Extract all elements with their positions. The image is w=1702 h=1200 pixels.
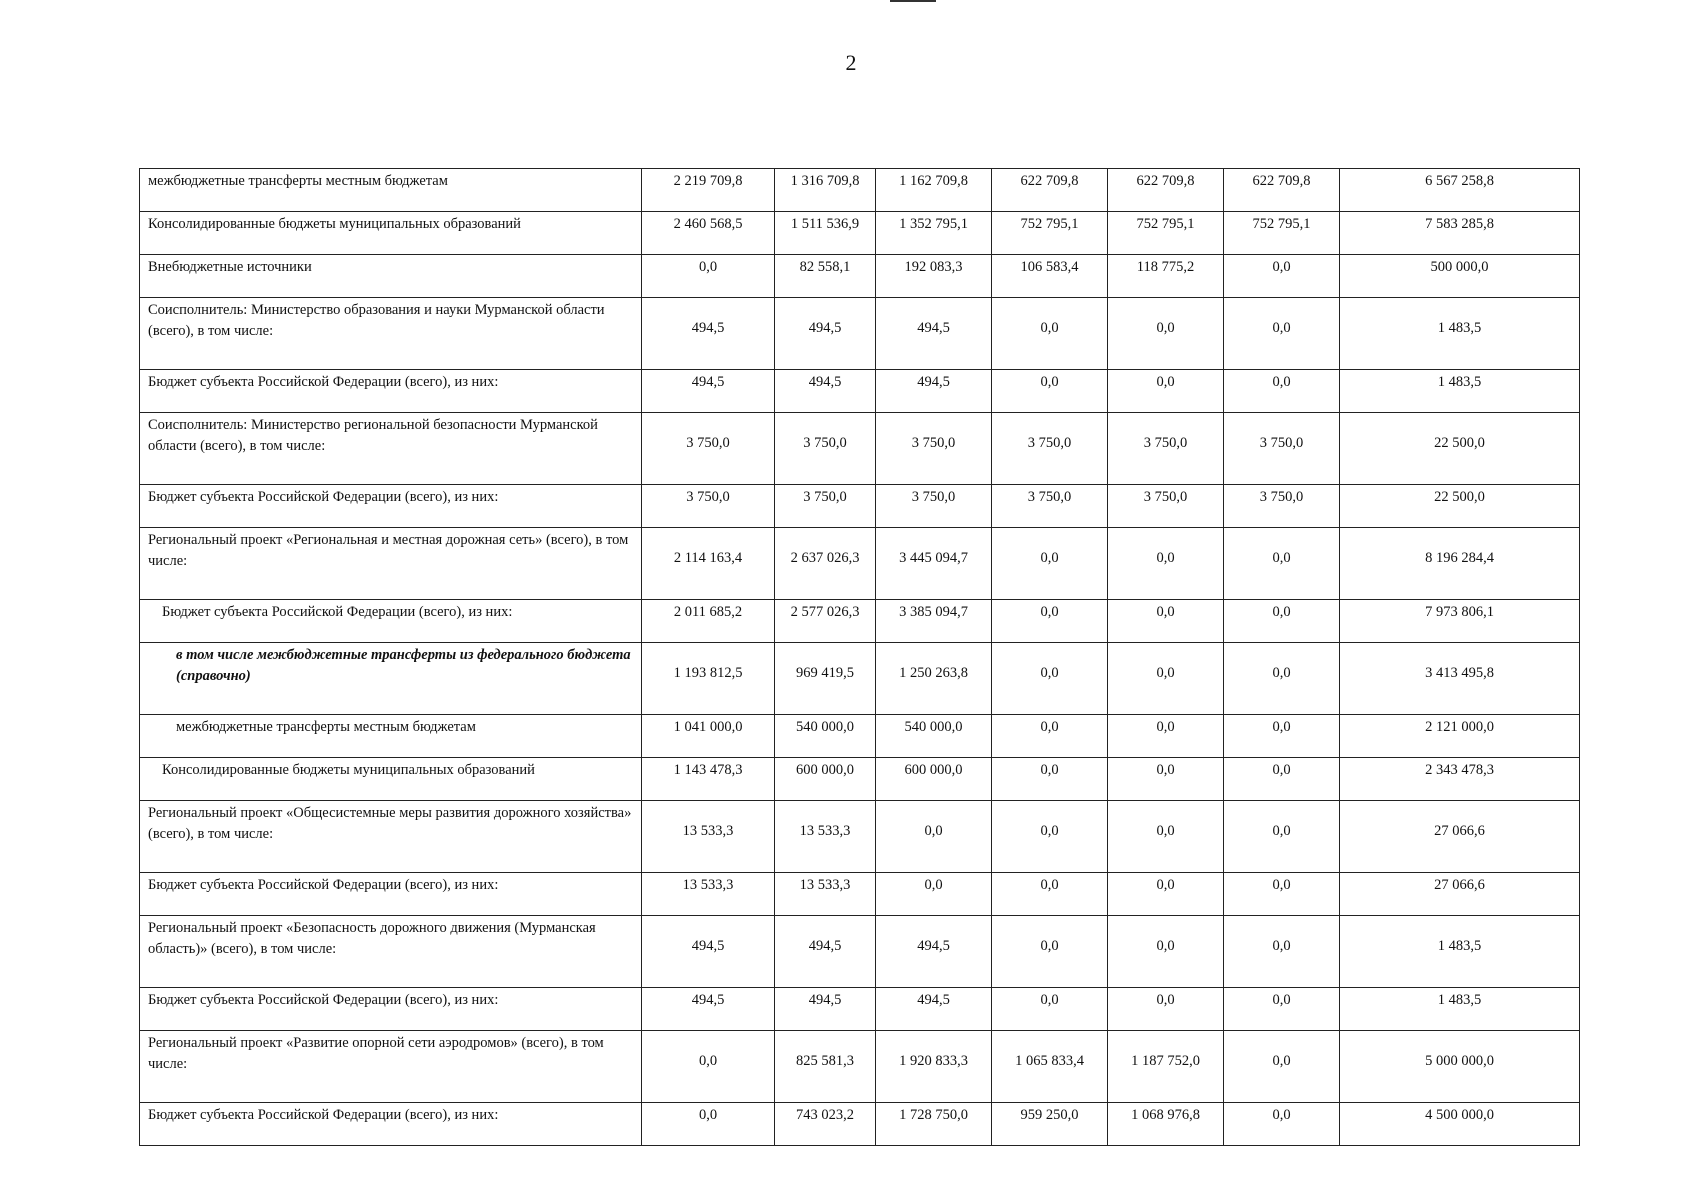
- value-cell: 1 316 709,8: [775, 169, 876, 212]
- value-cell: 0,0: [876, 873, 992, 916]
- table-row: [140, 528, 1580, 600]
- value-cell: 3 750,0: [1224, 485, 1340, 528]
- value-cell: 13 533,3: [775, 873, 876, 916]
- table-row: [140, 873, 1580, 916]
- value-cell: 2 577 026,3: [775, 600, 876, 643]
- value-cell: 752 795,1: [1108, 212, 1224, 255]
- value-cell: 13 533,3: [642, 873, 775, 916]
- value-cell: 0,0: [992, 715, 1108, 758]
- value-cell: 0,0: [1224, 801, 1340, 873]
- value-cell: 1 728 750,0: [876, 1103, 992, 1146]
- value-cell: 0,0: [1108, 370, 1224, 413]
- row-label: Соисполнитель: Министерство образования и науки Мурманской области (всего), в том числе:: [140, 298, 642, 370]
- value-cell: 2 219 709,8: [642, 169, 775, 212]
- value-cell: 3 750,0: [1108, 413, 1224, 485]
- value-cell: 0,0: [992, 528, 1108, 600]
- value-cell: 0,0: [1224, 370, 1340, 413]
- value-cell: 494,5: [876, 988, 992, 1031]
- value-cell: 494,5: [642, 298, 775, 370]
- row-label: Региональный проект «Развитие опорной сети аэродромов» (всего), в том числе:: [140, 1031, 642, 1103]
- value-cell: 494,5: [876, 298, 992, 370]
- row-label: Бюджет субъекта Российской Федерации (всего), из них:: [140, 873, 642, 916]
- value-cell: 0,0: [992, 758, 1108, 801]
- value-cell: 13 533,3: [642, 801, 775, 873]
- value-cell: 600 000,0: [876, 758, 992, 801]
- row-label: Бюджет субъекта Российской Федерации (всего), из них:: [140, 1103, 642, 1146]
- value-cell: 3 750,0: [775, 485, 876, 528]
- value-cell: 494,5: [775, 370, 876, 413]
- value-cell: 118 775,2: [1108, 255, 1224, 298]
- value-cell: 3 750,0: [876, 413, 992, 485]
- value-cell: 0,0: [1224, 600, 1340, 643]
- value-cell: 743 023,2: [775, 1103, 876, 1146]
- value-cell: 0,0: [1108, 801, 1224, 873]
- value-cell: 192 083,3: [876, 255, 992, 298]
- value-cell: 0,0: [1108, 528, 1224, 600]
- value-cell: 0,0: [1224, 298, 1340, 370]
- table-row: [140, 298, 1580, 370]
- value-cell: 622 709,8: [1108, 169, 1224, 212]
- row-label: межбюджетные трансферты местным бюджетам: [140, 169, 642, 212]
- value-cell: 1 068 976,8: [1108, 1103, 1224, 1146]
- value-cell: 0,0: [1224, 988, 1340, 1031]
- value-cell: 1 187 752,0: [1108, 1031, 1224, 1103]
- value-cell: 752 795,1: [1224, 212, 1340, 255]
- value-cell: 7 583 285,8: [1340, 212, 1580, 255]
- value-cell: 959 250,0: [992, 1103, 1108, 1146]
- value-cell: 0,0: [1108, 873, 1224, 916]
- value-cell: 1 920 833,3: [876, 1031, 992, 1103]
- table-row: [140, 600, 1580, 643]
- row-label: Соисполнитель: Министерство региональной безопасности Мурманской области (всего), в том числе:: [140, 413, 642, 485]
- value-cell: 500 000,0: [1340, 255, 1580, 298]
- value-cell: 494,5: [876, 916, 992, 988]
- row-label: Внебюджетные источники: [140, 255, 642, 298]
- value-cell: 0,0: [642, 1103, 775, 1146]
- row-label: Бюджет субъекта Российской Федерации (всего), из них:: [140, 988, 642, 1031]
- table-row: [140, 715, 1580, 758]
- value-cell: 3 750,0: [1108, 485, 1224, 528]
- row-label: Региональный проект «Общесистемные меры развития дорожного хозяйства» (всего), в том числе:: [140, 801, 642, 873]
- row-label: Консолидированные бюджеты муниципальных образований: [140, 758, 642, 801]
- value-cell: 622 709,8: [992, 169, 1108, 212]
- page-number: 2: [845, 50, 857, 75]
- value-cell: 825 581,3: [775, 1031, 876, 1103]
- value-cell: 0,0: [1224, 1103, 1340, 1146]
- value-cell: 27 066,6: [1340, 801, 1580, 873]
- value-cell: 0,0: [1108, 715, 1224, 758]
- value-cell: 1 483,5: [1340, 298, 1580, 370]
- value-cell: 0,0: [1224, 873, 1340, 916]
- value-cell: 0,0: [1224, 916, 1340, 988]
- value-cell: 0,0: [992, 988, 1108, 1031]
- value-cell: 106 583,4: [992, 255, 1108, 298]
- value-cell: 1 162 709,8: [876, 169, 992, 212]
- value-cell: 494,5: [775, 916, 876, 988]
- value-cell: 494,5: [642, 916, 775, 988]
- value-cell: 0,0: [1108, 298, 1224, 370]
- value-cell: 22 500,0: [1340, 413, 1580, 485]
- value-cell: 752 795,1: [992, 212, 1108, 255]
- value-cell: 8 196 284,4: [1340, 528, 1580, 600]
- value-cell: 0,0: [992, 600, 1108, 643]
- value-cell: 0,0: [1224, 643, 1340, 715]
- value-cell: 2 011 685,2: [642, 600, 775, 643]
- value-cell: 3 750,0: [992, 413, 1108, 485]
- value-cell: 7 973 806,1: [1340, 600, 1580, 643]
- value-cell: 2 121 000,0: [1340, 715, 1580, 758]
- value-cell: 494,5: [642, 988, 775, 1031]
- value-cell: 0,0: [1224, 255, 1340, 298]
- table-row: [140, 169, 1580, 212]
- value-cell: 2 637 026,3: [775, 528, 876, 600]
- value-cell: 494,5: [642, 370, 775, 413]
- value-cell: 2 114 163,4: [642, 528, 775, 600]
- value-cell: 0,0: [992, 370, 1108, 413]
- value-cell: 1 250 263,8: [876, 643, 992, 715]
- value-cell: 1 511 536,9: [775, 212, 876, 255]
- value-cell: 0,0: [1224, 758, 1340, 801]
- table-row: [140, 988, 1580, 1031]
- value-cell: 3 750,0: [876, 485, 992, 528]
- value-cell: 1 143 478,3: [642, 758, 775, 801]
- value-cell: 1 193 812,5: [642, 643, 775, 715]
- value-cell: 540 000,0: [775, 715, 876, 758]
- value-cell: 0,0: [992, 643, 1108, 715]
- value-cell: 2 343 478,3: [1340, 758, 1580, 801]
- value-cell: 3 750,0: [642, 413, 775, 485]
- table-row: [140, 255, 1580, 298]
- value-cell: 0,0: [992, 873, 1108, 916]
- table-row: [140, 212, 1580, 255]
- value-cell: 0,0: [1224, 1031, 1340, 1103]
- value-cell: 3 413 495,8: [1340, 643, 1580, 715]
- row-label: в том числе межбюджетные трансферты из федерального бюджета (справочно): [140, 643, 642, 715]
- table-row: [140, 370, 1580, 413]
- value-cell: 1 352 795,1: [876, 212, 992, 255]
- value-cell: 2 460 568,5: [642, 212, 775, 255]
- value-cell: 22 500,0: [1340, 485, 1580, 528]
- table-row: [140, 1031, 1580, 1103]
- value-cell: 494,5: [775, 298, 876, 370]
- value-cell: 3 750,0: [1224, 413, 1340, 485]
- value-cell: 1 483,5: [1340, 370, 1580, 413]
- value-cell: 3 445 094,7: [876, 528, 992, 600]
- value-cell: 1 041 000,0: [642, 715, 775, 758]
- budget-table-body: [140, 169, 1580, 1146]
- value-cell: 0,0: [1108, 916, 1224, 988]
- value-cell: 3 750,0: [775, 413, 876, 485]
- table-row: [140, 916, 1580, 988]
- value-cell: 0,0: [1108, 643, 1224, 715]
- value-cell: 0,0: [1108, 988, 1224, 1031]
- row-label: Консолидированные бюджеты муниципальных образований: [140, 212, 642, 255]
- value-cell: 0,0: [1108, 600, 1224, 643]
- value-cell: 6 567 258,8: [1340, 169, 1580, 212]
- value-cell: 622 709,8: [1224, 169, 1340, 212]
- value-cell: 4 500 000,0: [1340, 1103, 1580, 1146]
- value-cell: 1 483,5: [1340, 916, 1580, 988]
- value-cell: 0,0: [642, 1031, 775, 1103]
- value-cell: 0,0: [992, 801, 1108, 873]
- value-cell: 0,0: [992, 298, 1108, 370]
- row-label: Региональный проект «Региональная и местная дорожная сеть» (всего), в том числе:: [140, 528, 642, 600]
- value-cell: 3 750,0: [642, 485, 775, 528]
- value-cell: 1 065 833,4: [992, 1031, 1108, 1103]
- table-row: [140, 758, 1580, 801]
- value-cell: 600 000,0: [775, 758, 876, 801]
- row-label: межбюджетные трансферты местным бюджетам: [140, 715, 642, 758]
- value-cell: 0,0: [1108, 758, 1224, 801]
- value-cell: 540 000,0: [876, 715, 992, 758]
- value-cell: 494,5: [876, 370, 992, 413]
- value-cell: 494,5: [775, 988, 876, 1031]
- row-label: Бюджет субъекта Российской Федерации (всего), из них:: [140, 485, 642, 528]
- table-row: [140, 801, 1580, 873]
- value-cell: 969 419,5: [775, 643, 876, 715]
- top-edge-mark: [890, 0, 936, 2]
- value-cell: 0,0: [992, 916, 1108, 988]
- value-cell: 5 000 000,0: [1340, 1031, 1580, 1103]
- value-cell: 3 385 094,7: [876, 600, 992, 643]
- value-cell: 0,0: [642, 255, 775, 298]
- value-cell: 3 750,0: [992, 485, 1108, 528]
- budget-table: [139, 168, 1580, 1146]
- table-row: [140, 1103, 1580, 1146]
- row-label: Бюджет субъекта Российской Федерации (всего), из них:: [140, 600, 642, 643]
- value-cell: 0,0: [1224, 528, 1340, 600]
- table-row: [140, 643, 1580, 715]
- row-label: Бюджет субъекта Российской Федерации (всего), из них:: [140, 370, 642, 413]
- table-row: [140, 485, 1580, 528]
- value-cell: 0,0: [1224, 715, 1340, 758]
- value-cell: 82 558,1: [775, 255, 876, 298]
- row-label: Региональный проект «Безопасность дорожного движения (Мурманская область)» (всего), в том числе:: [140, 916, 642, 988]
- table-row: [140, 413, 1580, 485]
- value-cell: 1 483,5: [1340, 988, 1580, 1031]
- value-cell: 0,0: [876, 801, 992, 873]
- value-cell: 27 066,6: [1340, 873, 1580, 916]
- value-cell: 13 533,3: [775, 801, 876, 873]
